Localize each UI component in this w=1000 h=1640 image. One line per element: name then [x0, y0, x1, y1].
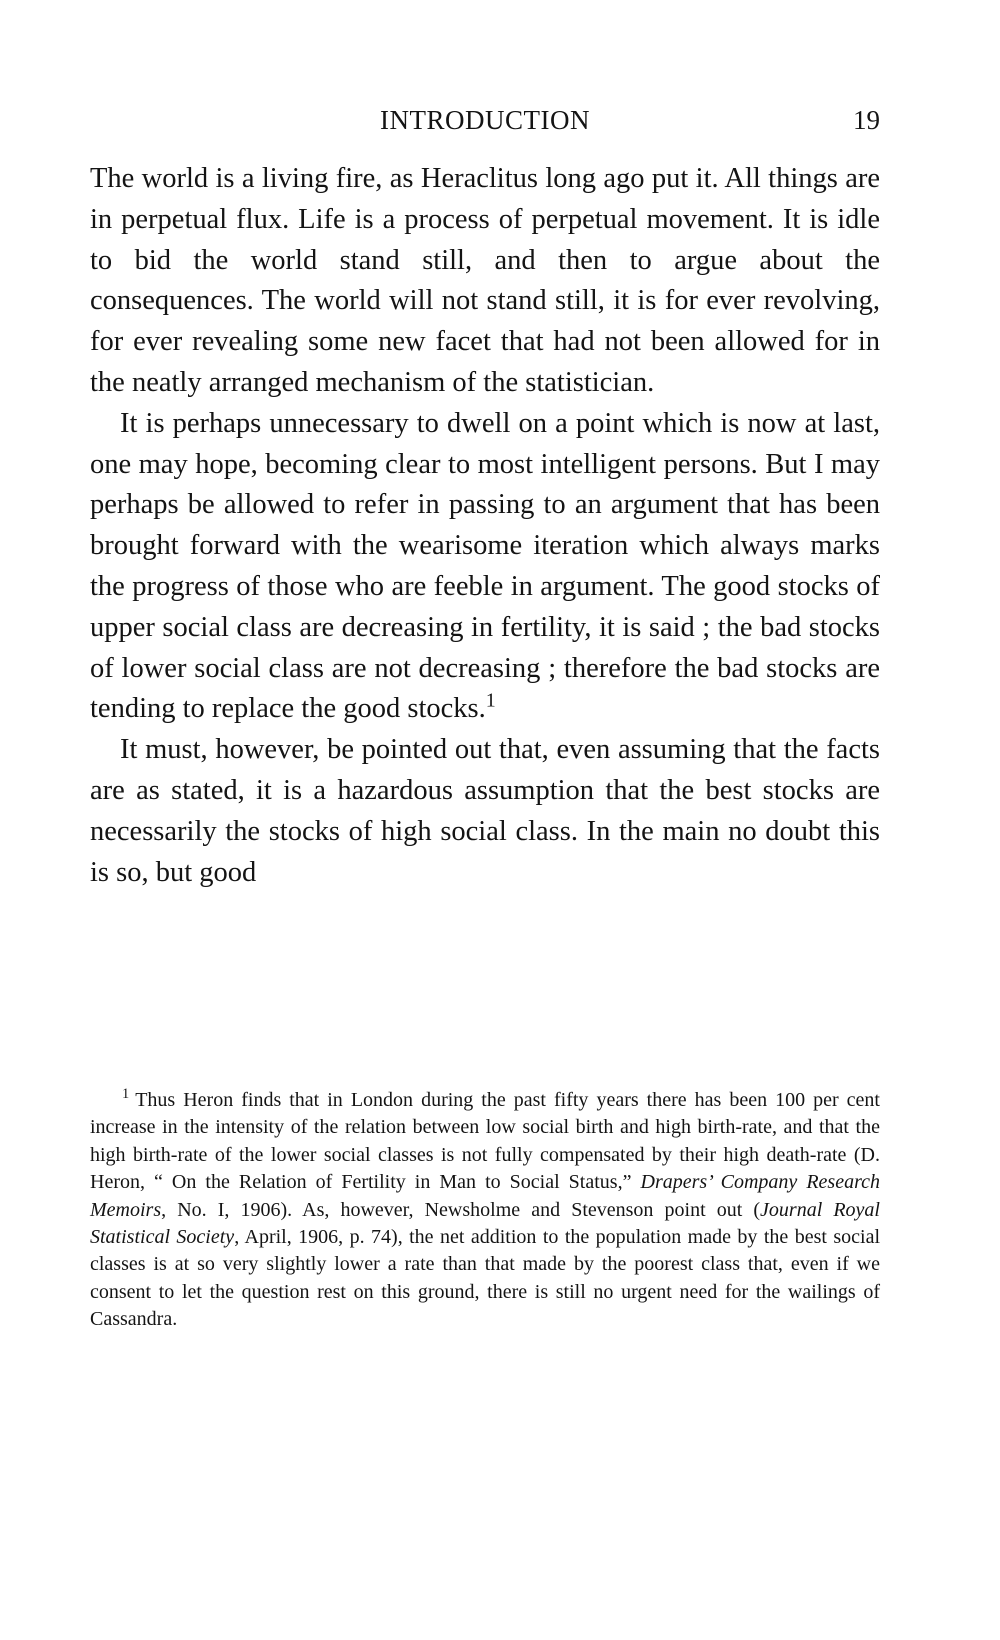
- footnotes: [90, 1087, 880, 1334]
- paragraph-3: It must, however, be pointed out that, even assuming that the facts are as stated, it is a hazardous assumption that the best stocks are necessarily the stocks of high social class. In the main no doubt this is so, but good: [90, 734, 880, 888]
- footnote-italic-title-1: Drapers’ Company Research Memoirs: [90, 1171, 881, 1221]
- footnote-text-part-1: Thus Heron finds that in London during the past fifty years there has been 100 per cent increase in the intensity of the relation between low social birth and high birth-rate, and that the high birth-rate of the lower social classes is not fully compensated by their high death-rate (D. Heron, “ On the Relation of Fertility in Man to Social Status,”: [90, 1089, 880, 1194]
- footnote-italic-title-2: Journal Royal Statistical Society: [90, 1198, 880, 1249]
- paragraph-2: [90, 404, 880, 730]
- running-head: [90, 105, 880, 145]
- page-number: 19: [853, 105, 880, 135]
- running-title: INTRODUCTION: [380, 105, 590, 135]
- footnote-reference: 1: [485, 689, 496, 712]
- footnote-1: [90, 1087, 880, 1334]
- paragraph-2-text: It is perhaps unnecessary to dwell on a point which is now at last, one may hope, becoming clear to most intelligent persons. But I may perhaps be allowed to refer in passing to an argument that has been brought forward with the wearisome iteration which always marks the progress of those who are feeble in argument. The good stocks of upper social class are decreasing in fertility, it is said ; the bad stocks of lower social class are not decreasing ; therefore the bad stocks are tending to replace the good stocks.: [90, 407, 880, 725]
- footnote-text-part-3: , April, 1906, p. 74), the net addition to the population made by the best social classes is at so very slightly lower a rate than that made by the poorest class that, even if we consent to let the question rest on this ground, there is still no urgent need for the wailings of Cassandra.: [90, 1226, 880, 1331]
- body-text: [90, 159, 880, 893]
- footnote-text-part-2: , No. I, 1906). As, however, Newsholme and Stevenson point out (: [161, 1198, 761, 1221]
- paragraph-1: The world is a living fire, as Heraclitus long ago put it. All things are in perpetual flux. Life is a process of perpetual movement. It is idle to bid the world stand still, and then to argue about the consequences. The world will not stand still, it is for ever revolving, for ever revealing some new facet that had not been allowed for in the neatly arranged mechanism of the statistician.: [90, 163, 880, 398]
- footnote-marker: 1: [122, 1086, 130, 1103]
